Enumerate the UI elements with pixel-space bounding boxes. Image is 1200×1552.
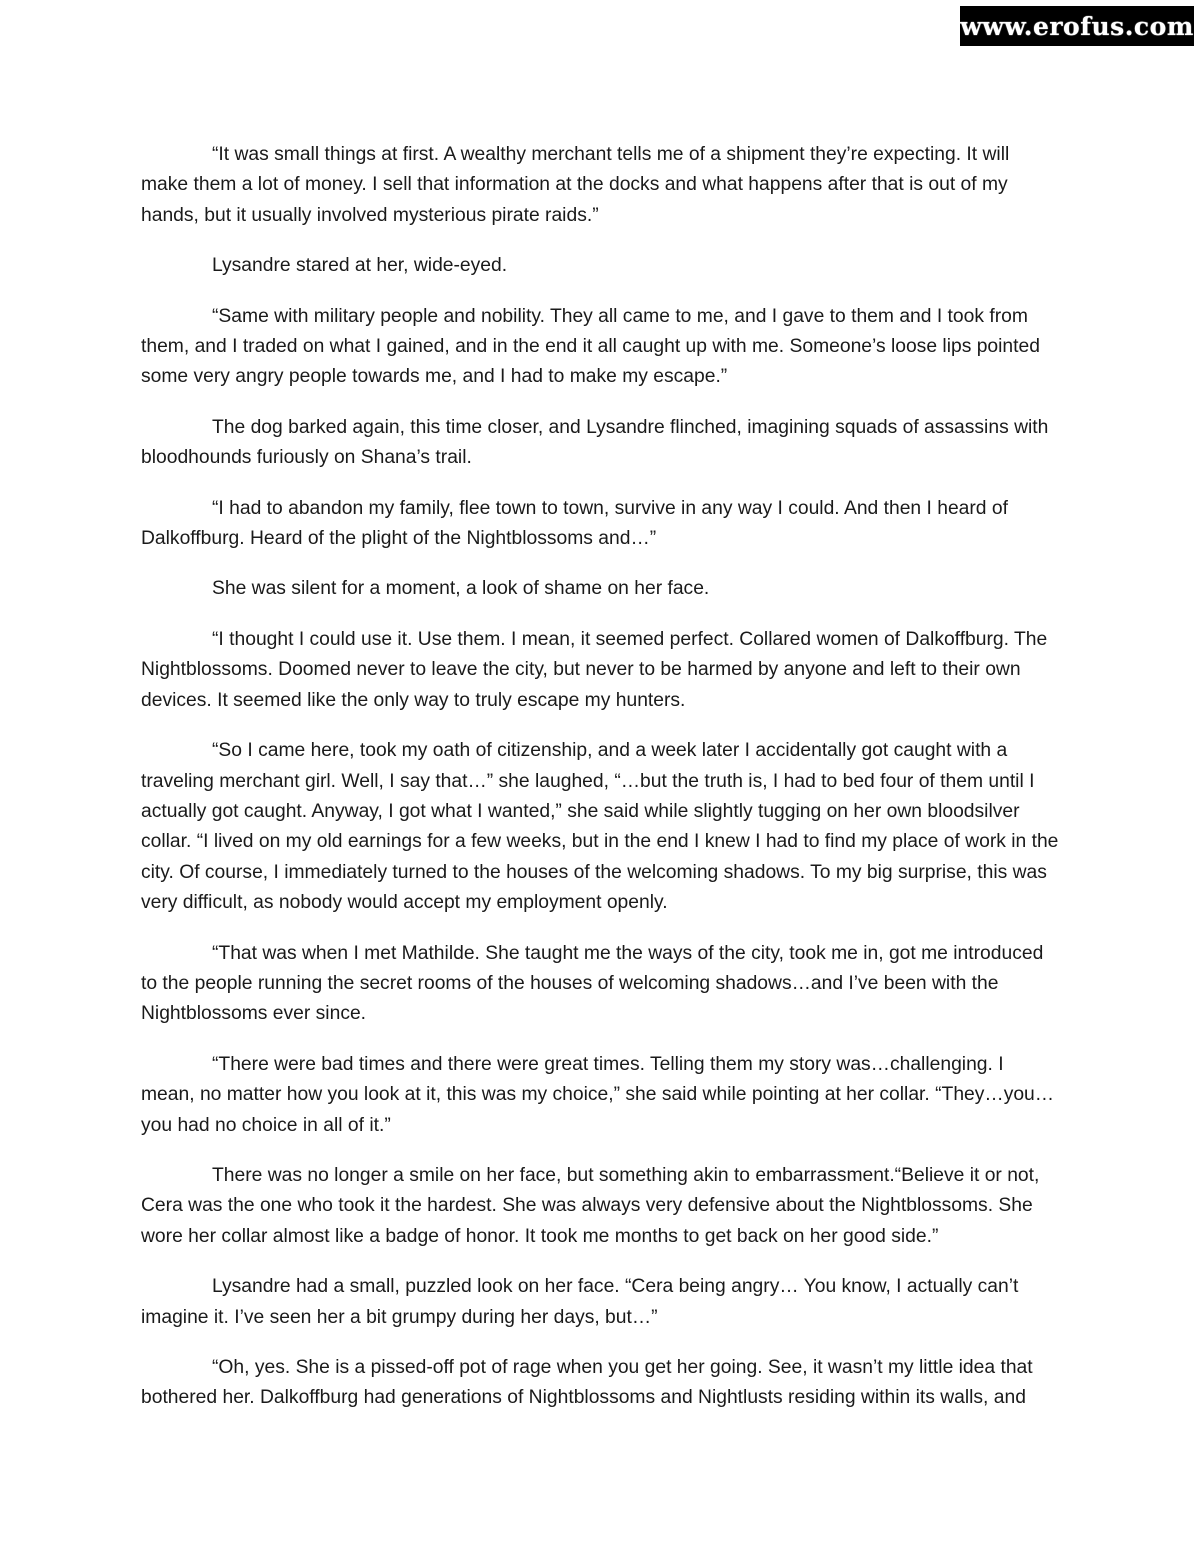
paragraph: “Oh, yes. She is a pissed-off pot of rage when you get her going. See, it wasn’t my little idea that bothered her. Dalkoffburg had generations of Nightblossoms and Nightlusts residing within its walls, and — [141, 1357, 1033, 1409]
paragraph: Lysandre stared at her, wide-eyed. — [212, 255, 508, 277]
paragraph: She was silent for a moment, a look of shame on her face. — [212, 578, 710, 600]
paragraph: “I thought I could use it. Use them. I mean, it seemed perfect. Collared women of Dalkoffburg. The Nightblossoms. Doomed never to leave the city, but never to be harmed by anyone and left to their own devices. It seemed like the only way to truly escape my hunters. — [141, 628, 1048, 711]
paragraph: “So I came here, took my oath of citizenship, and a week later I accidentally got caught with a traveling merchant girl. Well, I say that…” she laughed, “…but the truth is, I had to bed four of them until I actually got caught. Anyway, I got what I wanted,” she said while slightly tugging on her own bloodsilver collar. “I lived on my old earnings for a few weeks, but in the end I knew I had to find my place of work in the city. Of course, I immediately turned to the houses of the welcoming shadows. To my big surprise, this was very difficult, as nobody would accept my employment openly. — [141, 740, 1059, 914]
paragraph: “Same with military people and nobility. They all came to me, and I gave to them and I took from them, and I traded on what I gained, and in the end it all caught up with me. Someone’s loose lips pointed some very angry people towards me, and I had to make my escape.” — [141, 305, 1040, 388]
page-body — [141, 140, 1061, 1434]
paragraph: “There were bad times and there were great times. Telling them my story was…challenging. I mean, no matter how you look at it, this was my choice,” she said while pointing at her collar. “They…you…you had no choice in all of it.” — [141, 1053, 1055, 1136]
paragraph: “It was small things at first. A wealthy merchant tells me of a shipment they’re expecting. It will make them a lot of money. I sell that information at the docks and what happens after that is out of my hands, but it usually involved mysterious pirate raids.” — [141, 144, 1010, 226]
watermark-logo — [960, 6, 1194, 46]
paragraph: The dog barked again, this time closer, and Lysandre flinched, imagining squads of assassins with bloodhounds furiously on Shana’s trail. — [141, 416, 1049, 469]
paragraph: “I had to abandon my family, flee town to town, survive in any way I could. And then I heard of Dalkoffburg. Heard of the plight of the Nightblossoms and…” — [141, 497, 1008, 550]
paragraph: “That was when I met Mathilde. She taught me the ways of the city, took me in, got me introduced to the people running the secret rooms of the houses of welcoming shadows…and I’ve been with the Nightblossoms ever since. — [141, 942, 1044, 1025]
paragraph: There was no longer a smile on her face, but something akin to embarrassment.“Believe it or not, Cera was the one who took it the hardest. She was always very defensive about the Nightblossoms. She wore her collar almost like a badge of honor. It took me months to get back on her good side.” — [141, 1164, 1040, 1247]
paragraph: Lysandre had a small, puzzled look on her face. “Cera being angry… You know, I actually can’t imagine it. I’ve seen her a bit grumpy during her days, but…” — [141, 1276, 1019, 1328]
watermark-text: www.erofus.com — [960, 11, 1194, 41]
